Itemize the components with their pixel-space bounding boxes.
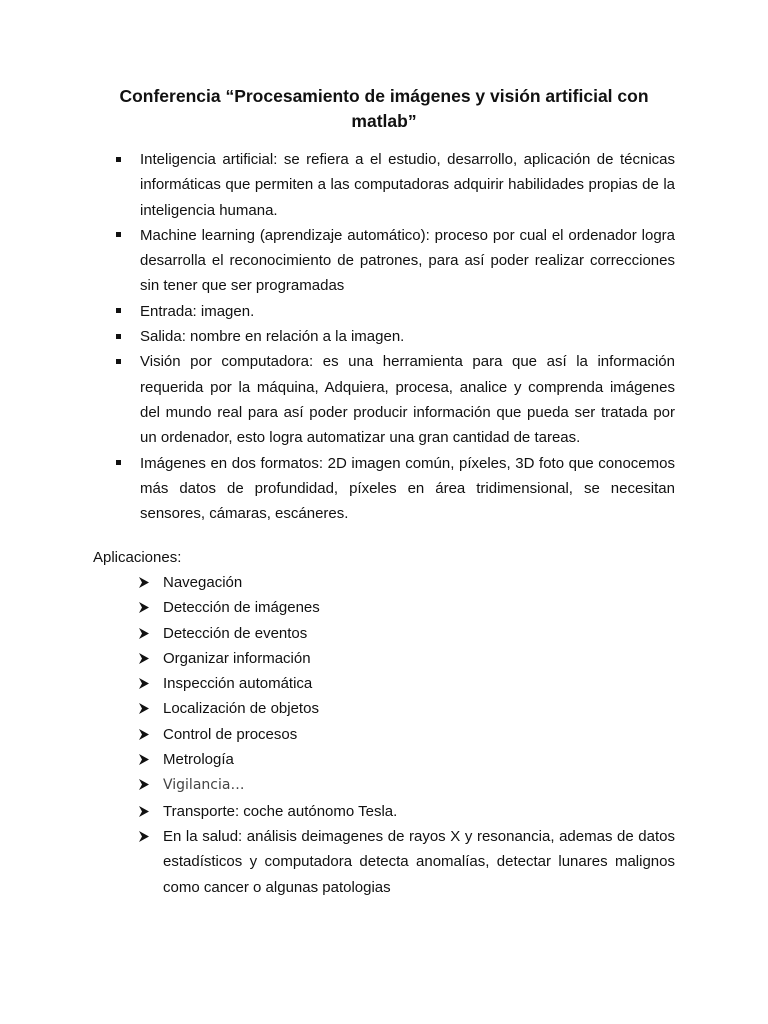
square-bullet-icon — [116, 359, 121, 364]
bullet-item — [0, 349, 675, 450]
application-item — [0, 595, 675, 620]
application-item — [0, 722, 675, 747]
application-text: Localización de objetos — [163, 700, 319, 718]
bullet-item — [0, 324, 675, 349]
arrow-bullet-icon — [138, 824, 152, 849]
arrow-bullet-icon — [138, 799, 152, 824]
arrow-bullet-icon — [138, 671, 152, 696]
application-text: Navegación — [163, 574, 243, 591]
square-bullet-icon — [116, 334, 121, 339]
bullet-text: Inteligencia artificial: se refiera a el estudio, desarrollo, aplicación de técnicas informáticas que permiten a las computadoras adquirir habilidades propias de la inteligencia humana. — [140, 151, 675, 219]
application-item — [0, 799, 675, 824]
application-item — [0, 646, 675, 671]
arrow-bullet-icon — [138, 646, 152, 671]
application-item — [0, 696, 675, 721]
bullet-item — [0, 299, 675, 324]
application-item — [0, 570, 675, 595]
bullet-text: Imágenes en dos formatos: 2D imagen común, píxeles, 3D foto que conocemos más datos de profundidad, píxeles en área tridimensional, se necesitan sensores, cámaras, escáneres. — [140, 454, 675, 523]
application-text: Vigilancia… — [163, 777, 245, 794]
bullet-text: Salida: nombre en relación a la imagen. — [140, 328, 405, 346]
square-bullet-icon — [116, 232, 121, 237]
application-text: Inspección automática — [163, 675, 313, 693]
bullet-item — [0, 223, 675, 299]
square-bullet-icon — [116, 157, 121, 162]
application-item — [0, 621, 675, 646]
arrow-bullet-icon — [138, 696, 152, 721]
arrow-bullet-icon — [138, 595, 152, 620]
arrow-bullet-icon — [138, 772, 152, 797]
square-bullet-icon — [116, 308, 121, 313]
bullet-item — [0, 147, 675, 223]
application-text: En la salud: análisis deimagenes de rayos X y resonancia, ademas de datos estadísticos y computadora detecta anomalías, detectar lunares malignos como cancer o algunas patologias — [163, 827, 675, 896]
concept-bullet-list — [0, 147, 768, 526]
application-text: Transporte: coche autónomo Tesla. — [163, 802, 398, 820]
application-item — [0, 747, 675, 772]
bullet-text: Visión por computadora: es una herramienta para que así la información requerida por la máquina, Adquiera, procesa, analice y comprenda imágenes del mundo real para así poder producir información que pueda ser tratada por un ordenador, esto logra automatizar una gran cantidad de tareas. — [140, 353, 675, 447]
arrow-bullet-icon — [138, 747, 152, 772]
applications-heading: Aplicaciones: — [93, 549, 182, 566]
application-item — [0, 824, 675, 900]
application-text: Organizar información — [163, 649, 311, 667]
arrow-bullet-icon — [138, 621, 152, 646]
square-bullet-icon — [116, 460, 121, 465]
bullet-text: Entrada: imagen. — [140, 302, 255, 320]
application-text: Metrología — [163, 751, 234, 769]
application-text: Control de procesos — [163, 725, 298, 743]
bullet-text: Machine learning (aprendizaje automático): proceso por cual el ordenador logra desarrolla el reconocimiento de patrones, para así poder realizar correcciones sin tener que ser programadas — [140, 226, 675, 295]
application-text: Detección de eventos — [163, 624, 308, 642]
application-text: Detección de imágenes — [163, 599, 320, 617]
applications-list — [0, 570, 768, 900]
document-title: Conferencia “Procesamiento de imágenes y visión artificial con matlab” — [119, 86, 649, 131]
arrow-bullet-icon — [138, 570, 152, 595]
application-item — [0, 772, 675, 798]
bullet-item — [0, 451, 675, 527]
application-item — [0, 671, 675, 696]
arrow-bullet-icon — [138, 722, 152, 747]
